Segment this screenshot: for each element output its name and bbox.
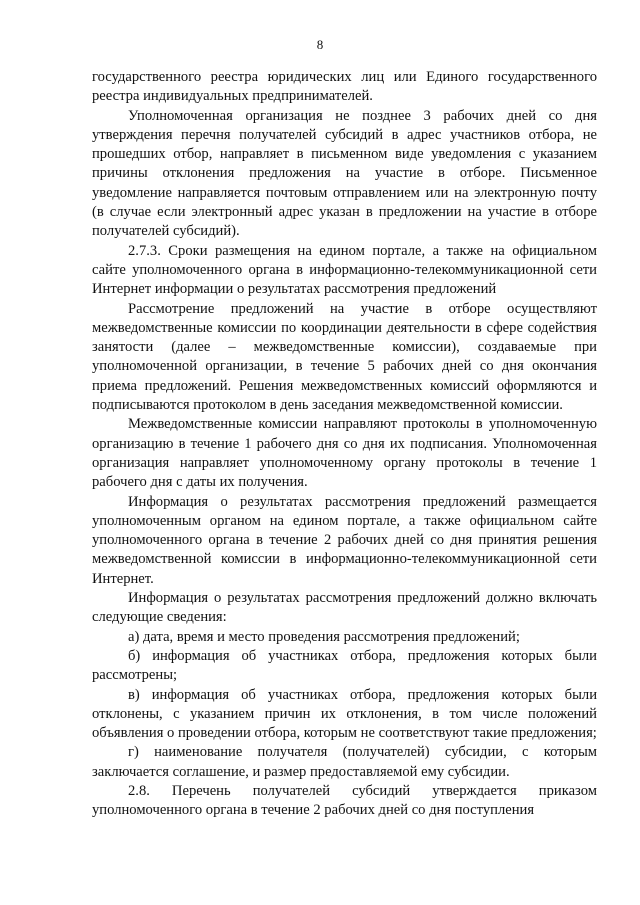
paragraph-review: Рассмотрение предложений на участие в отборе осуществляют межведомственные комиссии по координации деятельности в сфере содействия занятости (далее – межведомственные комиссии), создаваемые при уполномоченной организации, в течение 5 рабочих дней со дня окончания приема предложений. Решения межведомственных комиссий оформляются и подписываются протоколом в день заседания межведомственной комиссии. (92, 300, 597, 414)
paragraph-publication: Информация о результатах рассмотрения предложений размещается уполномоченным органом на едином портале, а также официальном сайте уполномоченного органа в течение 2 рабочих дней со дня принятия решения межведомственной комиссии в информационно-телекоммуникационной сети Интернет. (92, 493, 597, 587)
paragraph-info-contents: Информация о результатах рассмотрения предложений должно включать следующие сведения: (92, 590, 597, 626)
document-body (92, 68, 597, 821)
list-item-b: б) информация об участниках отбора, предложения которых были рассмотрены; (92, 647, 597, 684)
page-number: 8 (316, 37, 324, 52)
paragraph-notification: Уполномоченная организация не позднее 3 рабочих дней со дня утверждения перечня получателей субсидий в адрес участников отбора, не прошедших отбор, направляет в письменном виде уведомления с указанием причины отклонения предложения на участие в отборе. Письменное уведомление направляется почтовым отправлением или на электронную почту (в случае если электронный адрес указан в предложении на участие в отборе получателей субсидий). (92, 107, 597, 240)
paragraph-section-2-7-3: 2.7.3. Сроки размещения на едином портале, а также на официальном сайте уполномоченного органа в информационно-телекоммуникационной сети Интернет информации о результатах рассмотрения предложений (92, 242, 597, 298)
paragraph-protocols: Межведомственные комиссии направляют протоколы в уполномоченную организацию в течение 1 рабочего дня со дня их подписания. Уполномоченная организация направляет уполномоченному органу протоколы в течение 1 рабочего дня с даты их получения. (92, 416, 597, 491)
list-item-g: г) наименование получателя (получателей) субсидии, с которым заключается соглашение, и размер предоставляемой ему субсидии. (92, 744, 597, 780)
list-item-v: в) информация об участниках отбора, предложения которых были отклонены, с указанием причин их отклонения, в том числе положений объявления о проведении отбора, которым не соответствуют такие предложения; (92, 686, 597, 742)
list-item-a: а) дата, время и место проведения рассмотрения предложений; (128, 628, 520, 645)
paragraph-continuation: государственного реестра юридических лиц или Единого государственного реестра индивидуальных предпринимателей. (92, 69, 597, 105)
paragraph-section-2-8: 2.8. Перечень получателей субсидий утверждается приказом уполномоченного органа в течение 2 рабочих дней со дня поступления (92, 782, 597, 819)
